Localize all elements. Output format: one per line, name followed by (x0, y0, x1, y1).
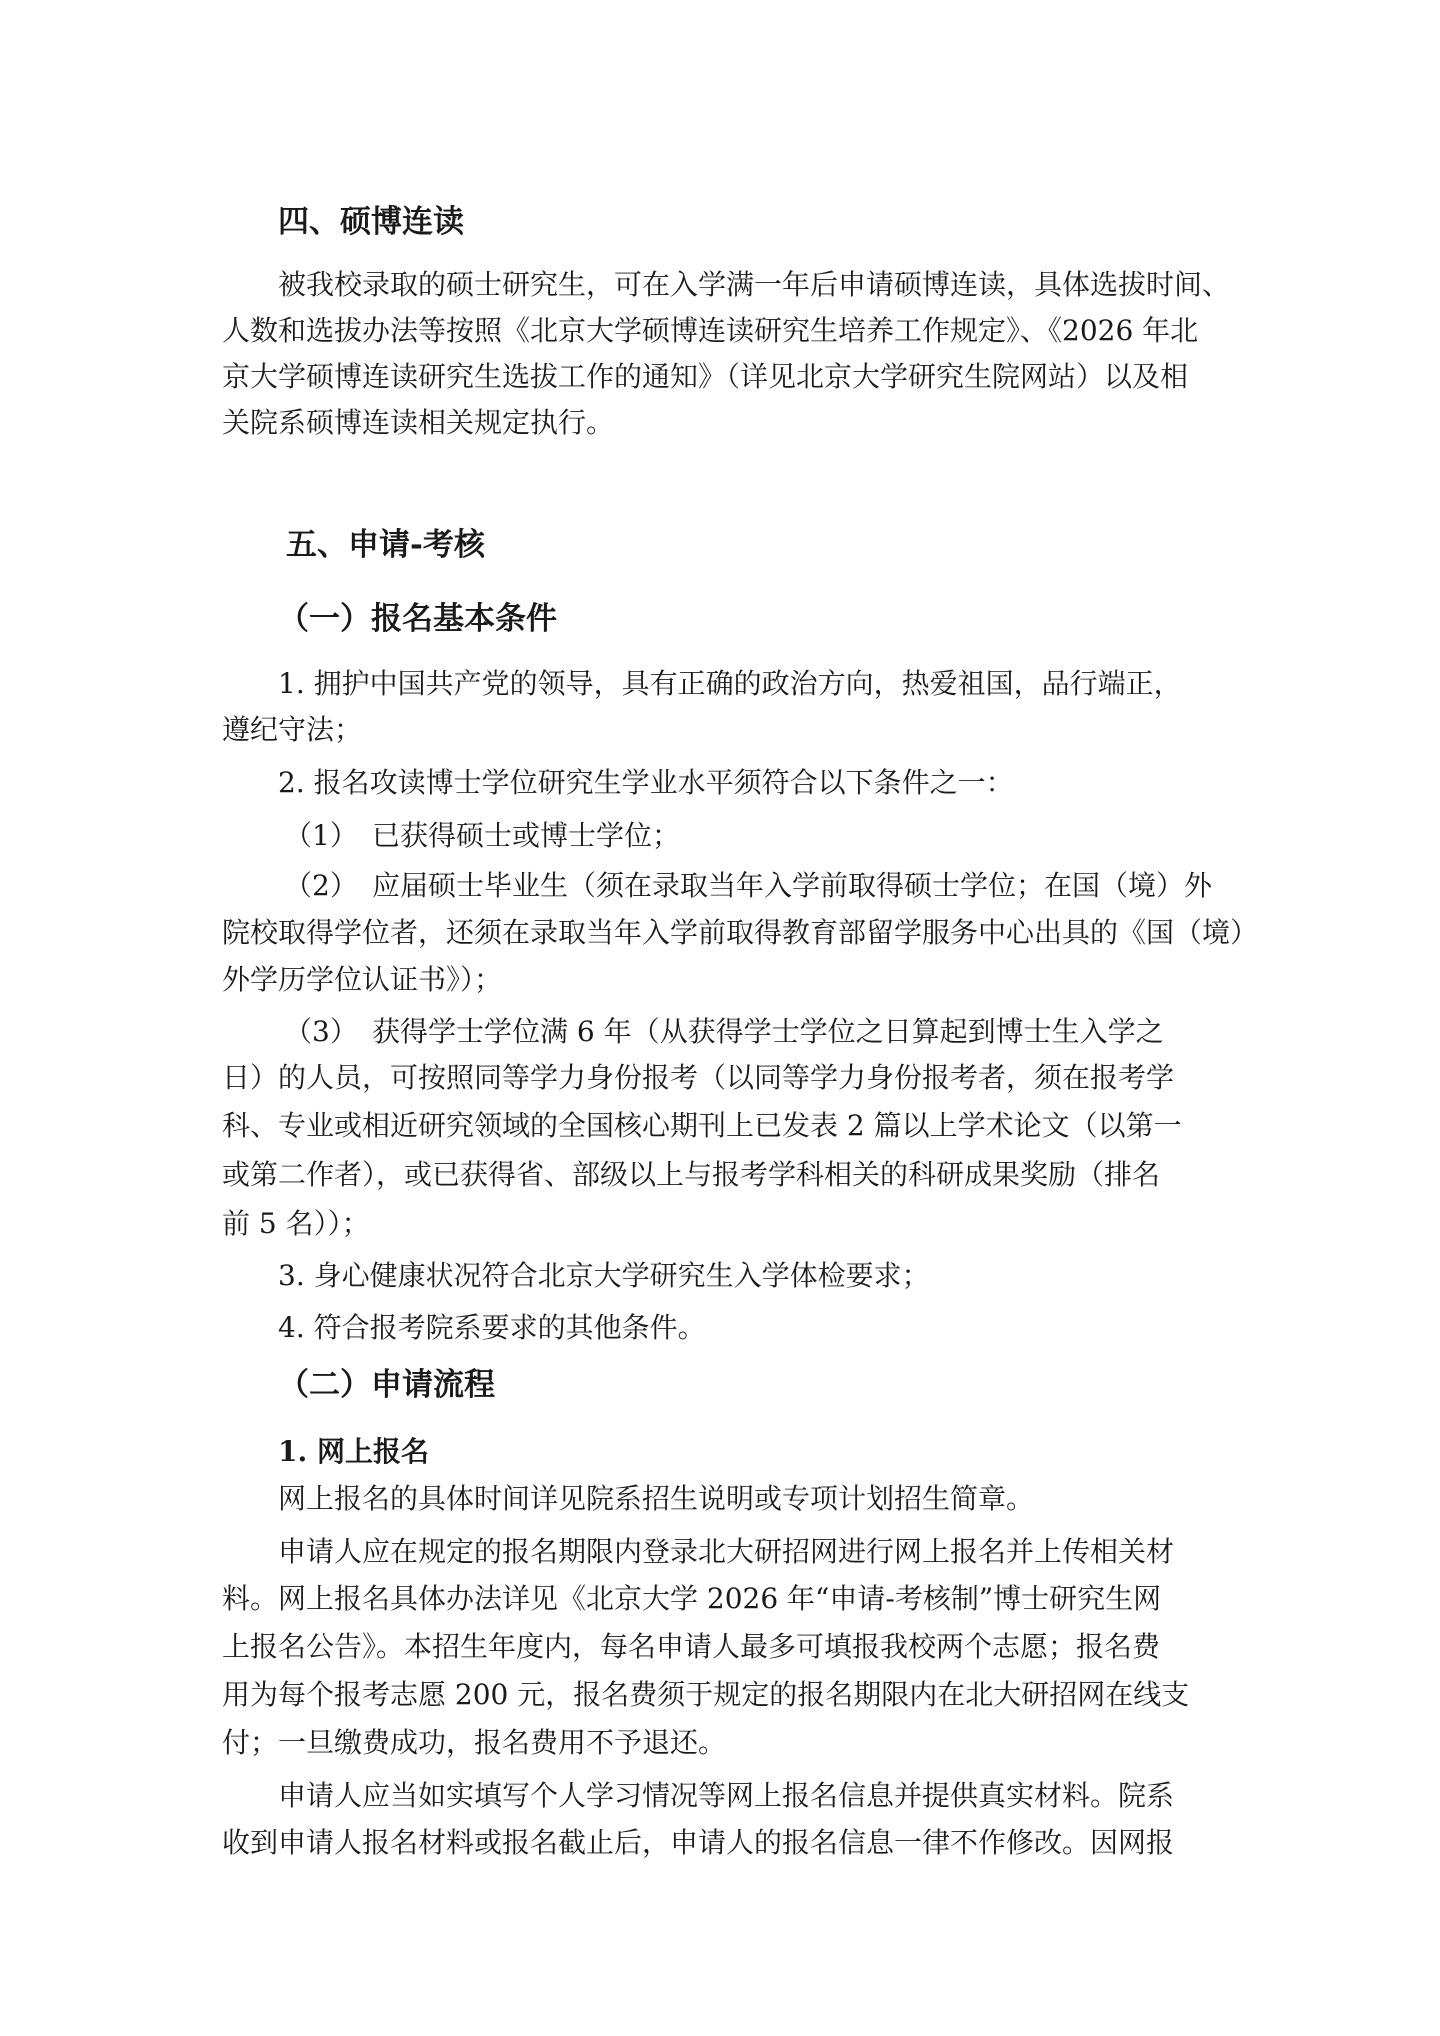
option-1-number: （1） (284, 819, 358, 852)
option-2-cont: 外学历学位认证书》）； (222, 963, 503, 996)
step1-paragraph-line: 付；一旦缴费成功，报名费用不予退还。 (222, 1726, 727, 1759)
section4-line: 人数和选拔办法等按照《北京大学硕博连读研究生培养工作规定》、《2026 年北 (222, 314, 1199, 347)
option-3-cont: 科、专业或相近研究领域的全国核心期刊上已发表 2 篇以上学术论文（以第一 (222, 1109, 1182, 1142)
step1-paragraph-line: 收到申请人报名材料或报名截止后，申请人的报名信息一律不作修改。因网报 (222, 1826, 1175, 1859)
condition-1: 1. 拥护中国共产党的领导，具有正确的政治方向，热爱祖国，品行端正， (278, 667, 1182, 700)
condition-2: 2. 报名攻读博士学位研究生学业水平须符合以下条件之一： (278, 766, 1014, 799)
section4-line: 被我校录取的硕士研究生，可在入学满一年后申请硕博连读，具体选拔时间、 (278, 268, 1231, 301)
step1-paragraph-line: 申请人应当如实填写个人学习情况等网上报名信息并提供真实材料。院系 (278, 1779, 1175, 1812)
option-2-number: （2） (284, 869, 358, 902)
step1-paragraph-line: 用为每个报考志愿 200 元，报名费须于规定的报名期限内在北大研招网在线支 (222, 1678, 1190, 1711)
step1-paragraph: 网上报名的具体时间详见院系招生说明或专项计划招生简章。 (278, 1482, 1035, 1515)
section5-heading: 五、申请-考核 (286, 527, 485, 563)
section4-heading: 四、硕博连读 (278, 204, 464, 240)
option-1-text: 已获得硕士或博士学位； (372, 819, 681, 852)
option-3-text: 获得学士学位满 6 年（从获得学士学位之日算起到博士生入学之 (372, 1015, 1164, 1048)
step1-paragraph-line: 料。网上报名具体办法详见《北京大学 2026 年“申请-考核制”博士研究生网 (222, 1582, 1162, 1615)
condition-3: 3. 身心健康状况符合北京大学研究生入学体检要求； (278, 1259, 930, 1292)
step1-paragraph-line: 申请人应在规定的报名期限内登录北大研招网进行网上报名并上传相关材 (278, 1535, 1175, 1568)
sub2-heading: （二）申请流程 (278, 1367, 495, 1403)
option-2-text: 应届硕士毕业生（须在录取当年入学前取得硕士学位；在国（境）外 (372, 869, 1213, 902)
option-3-cont: 前 5 名））； (222, 1207, 370, 1240)
sub1-heading: （一）报名基本条件 (278, 601, 557, 637)
section4-line: 京大学硕博连读研究生选拔工作的通知》（详见北京大学研究生院网站）以及相 (222, 360, 1189, 393)
step1-paragraph-line: 上报名公告》。本招生年度内，每名申请人最多可填报我校两个志愿；报名费 (222, 1630, 1161, 1663)
condition-4: 4. 符合报考院系要求的其他条件。 (278, 1311, 706, 1344)
section4-line: 关院系硕博连读相关规定执行。 (222, 406, 615, 439)
step1-heading: 1. 网上报名 (278, 1435, 429, 1468)
option-3-cont: 日）的人员，可按照同等学力身份报考（以同等学力身份报考者，须在报考学 (222, 1061, 1175, 1094)
option-3-number: （3） (284, 1015, 358, 1048)
condition-1-cont: 遵纪守法； (222, 713, 363, 746)
option-2-cont: 院校取得学位者，还须在录取当年入学前取得教育部留学服务中心出具的《国（境） (222, 916, 1259, 949)
option-3-cont: 或第二作者），或已获得省、部级以上与报考学科相关的科研成果奖励（排名 (222, 1158, 1161, 1191)
